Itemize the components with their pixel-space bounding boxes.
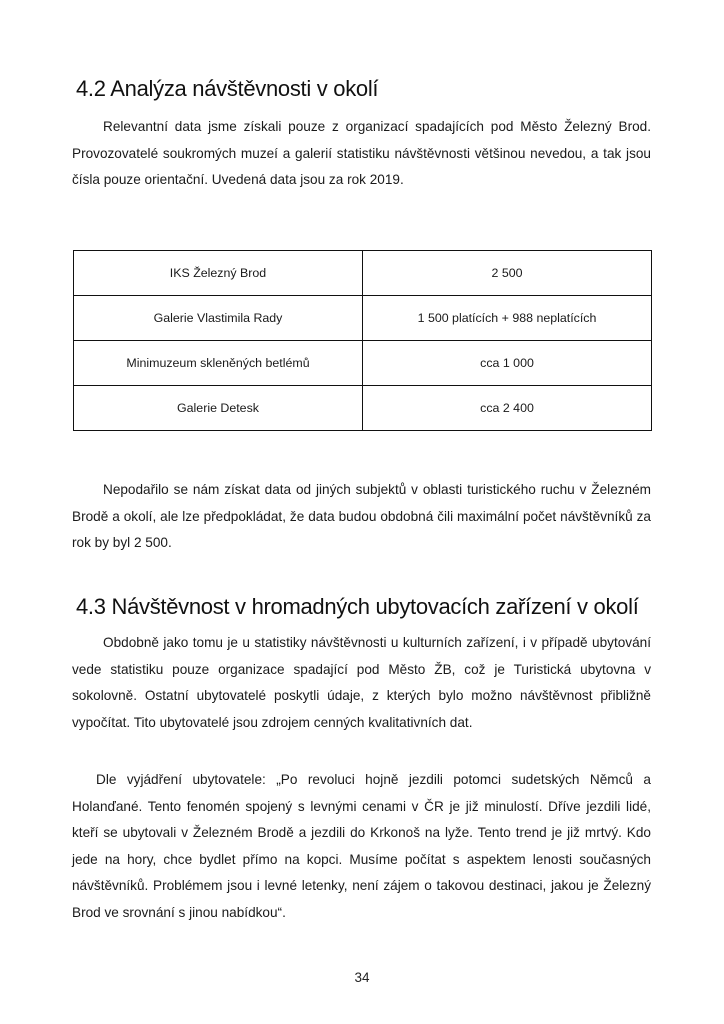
quote-paragraph: Dle vyjádření ubytovatele: „Po revoluci hojně jezdili potomci sudetských Němců a Holanďané. Tento fenomén spojený s levnými cenami v ČR je již minulostí. Dříve jezdili lidé, kteří se ubytovali v Železném Brodě a jezdili do Krkonoš na lyže. Tento trend je již mrtvý. Kdo jede na hory, chce bydlet přímo na kopci. Musíme počítat s aspektem lenosti současných návštěvníků. Problémem jsou i levné letenky, není zájem o takovou destinaci, jakou je Železný Brod ve srovnání s jinou nabídkou“. xyxy=(72,772,651,920)
visitors-cell: cca 1 000 xyxy=(363,341,652,386)
table-row xyxy=(74,251,652,296)
accommodation-paragraph: Obdobně jako tomu je u statistiky návštěvnosti u kulturních zařízení, i v případě ubytování vede statistiku pouze organizace spadající pod Město ŽB, což je Turistická ubytovna v sokolovně. Ostatní ubytovatelé poskytli údaje, z kterých bylo možno návštěvnost přibližně vypočítat. Tito ubytovatelé jsou zdrojem cenných kvalitativních dat. xyxy=(72,635,651,730)
visitors-cell: 2 500 xyxy=(363,251,652,296)
institution-cell: Galerie Vlastimila Rady xyxy=(74,296,363,341)
visitors-cell: 1 500 platících + 988 neplatících xyxy=(363,296,652,341)
conclusion-paragraph: Nepodařilo se nám získat data od jiných subjektů v oblasti turistického ruchu v Železném Brodě a okolí, ale lze předpokládat, že data budou obdobná čili maximální počet návštěvníků za rok by byl 2 500. xyxy=(72,482,651,550)
intro-paragraph: Relevantní data jsme získali pouze z organizací spadajících pod Město Železný Brod. Provozovatelé soukromých muzeí a galerií statistiku návštěvnosti většinou nevedou, a tak jsou čísla pouze orientační. Uvedená data jsou za rok 2019. xyxy=(72,119,651,187)
page-number: 34 xyxy=(354,970,370,985)
table-row xyxy=(74,341,652,386)
table-row xyxy=(74,296,652,341)
institution-cell: Galerie Detesk xyxy=(74,386,363,431)
table-row xyxy=(74,386,652,431)
institution-cell: Minimuzeum skleněných betlémů xyxy=(74,341,363,386)
section-heading-4-2: 4.2 Analýza návštěvnosti v okolí xyxy=(76,76,379,101)
visitors-cell: cca 2 400 xyxy=(363,386,652,431)
institution-cell: IKS Železný Brod xyxy=(74,251,363,296)
section-heading-4-3: 4.3 Návštěvnost v hromadných ubytovacích zařízení v okolí xyxy=(76,594,639,619)
visitor-table xyxy=(73,250,652,431)
